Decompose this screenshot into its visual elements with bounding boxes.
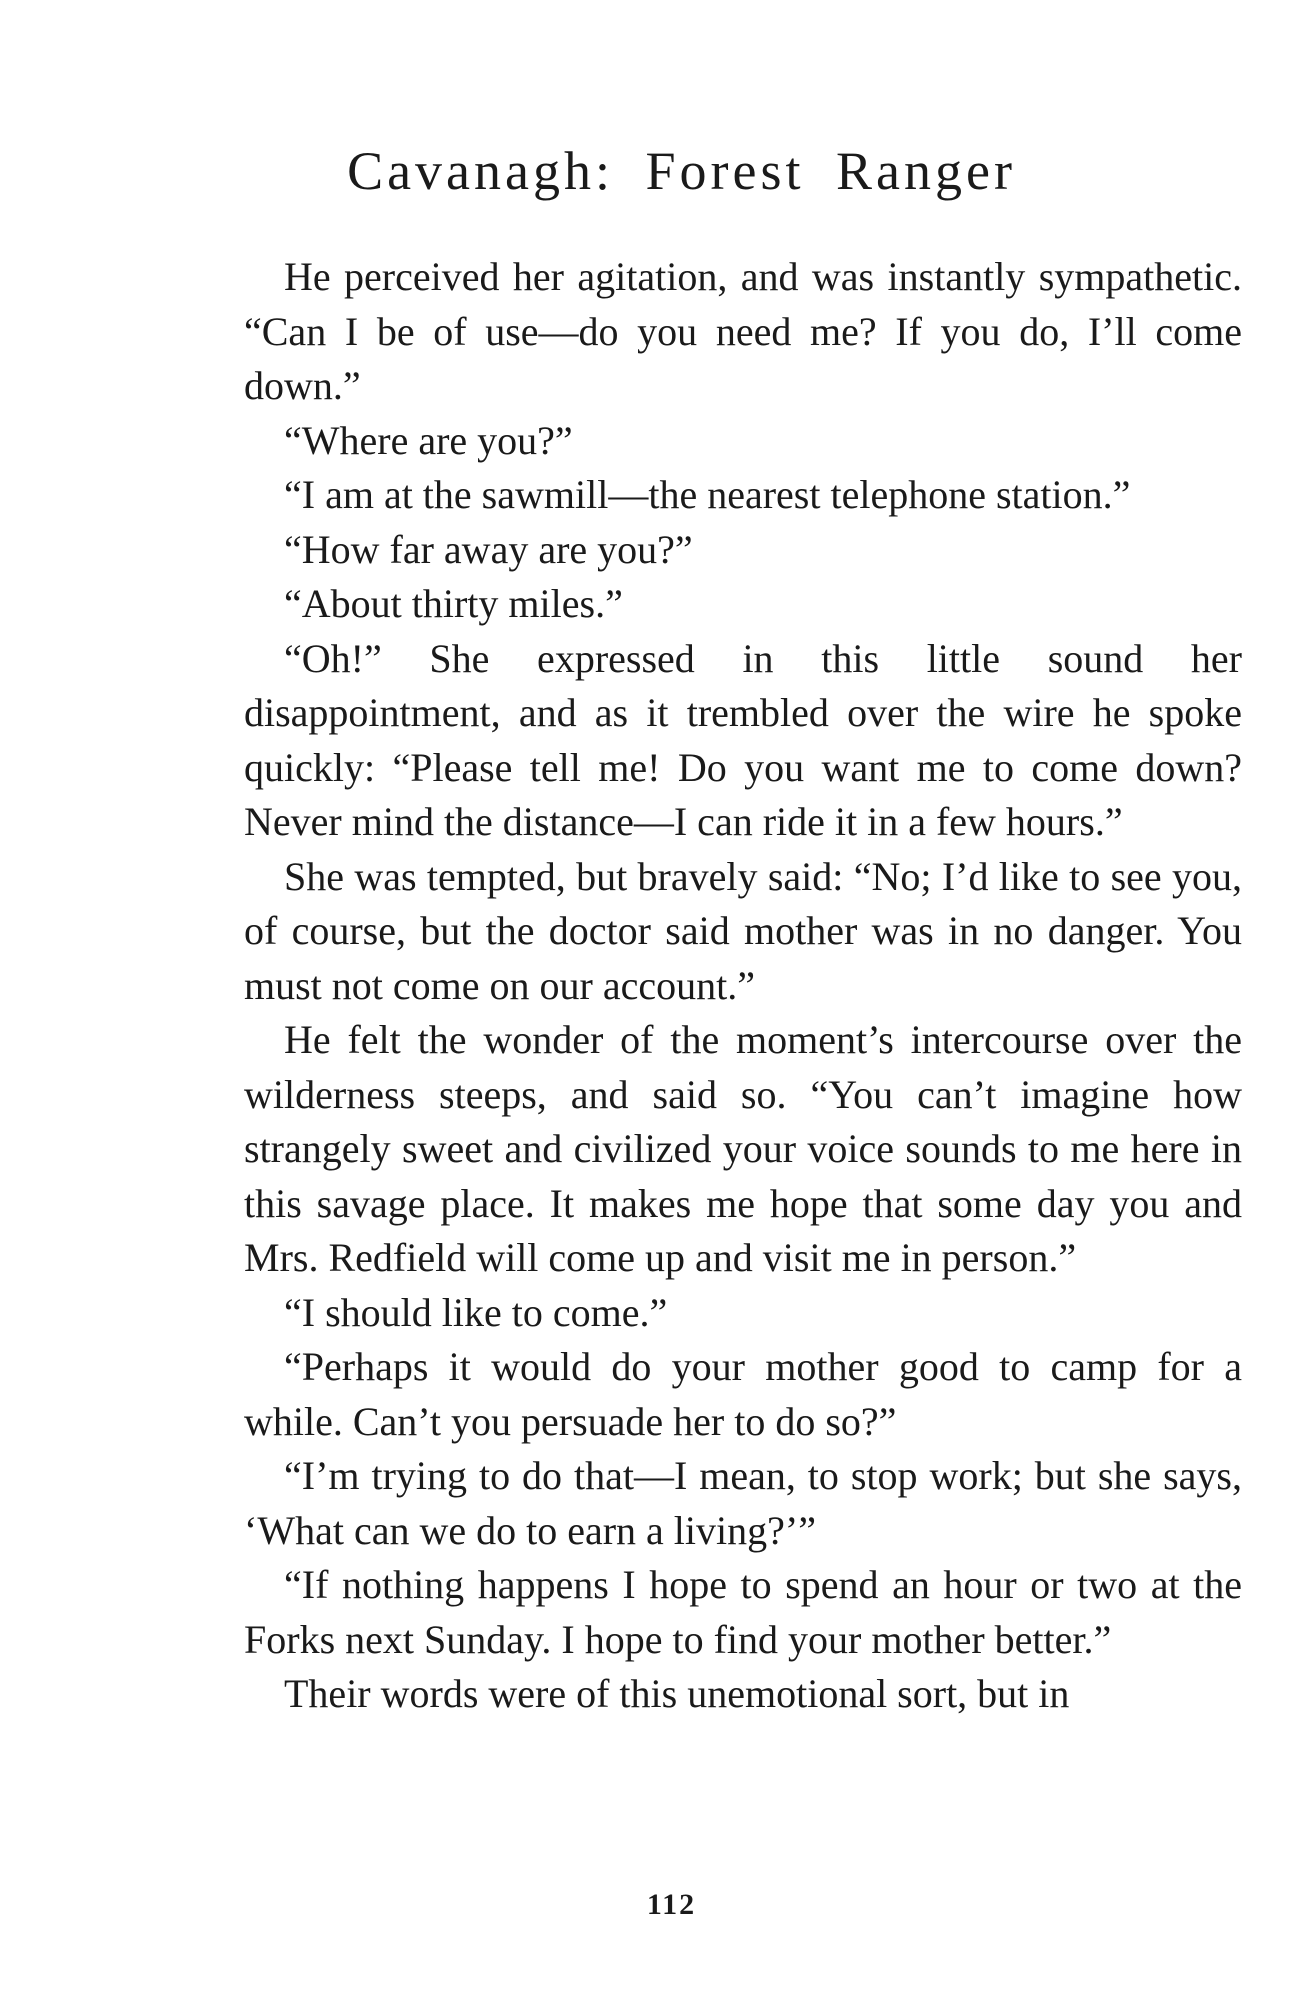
paragraph: “Perhaps it would do your mother good to camp for a while. Can’t you persuade her to do so?” [244,1344,1242,1444]
paragraph: “I am at the sawmill—the nearest telephone station.” [284,472,1131,517]
body-text [244,250,1242,1722]
paragraph: He felt the wonder of the moment’s intercourse over the wilderness steeps, and said so. “You can’t imagine how strangely sweet and civilized your voice sounds to me here in this savage place. It makes me hope that some day you and Mrs. Redfield will come up and visit me in person.” [244,1017,1242,1280]
paragraph: “I should like to come.” [284,1289,668,1335]
paragraph: “About thirty miles.” [284,581,623,626]
paragraph: “Oh!” She expressed in this little sound her disappointment, and as it trembled over the wire he spoke quickly: “Please tell me! Do you want me to come down? Never mind the distance—I can ride it in a few hours.” [244,635,1242,844]
running-head: Cavanagh: Forest Ranger [347,141,1016,201]
paragraph: Their words were of this unemotional sort, but in [284,1671,1070,1716]
paragraph: She was tempted, but bravely said: “No; I’d like to see you, of course, but the doctor said mother was in no danger. You must not come on our account.” [244,853,1242,1008]
paragraph: “If nothing happens I hope to spend an hour or two at the Forks next Sunday. I hope to find your mother better.” [244,1562,1242,1662]
paragraph: “Where are you?” [284,417,573,463]
page-number: 112 [646,1888,697,1921]
paragraph: “How far away are you?” [284,526,693,572]
paragraph: He perceived her agitation, and was instantly sympathetic. “Can I be of use—do you need me? If you do, I’ll come down.” [244,254,1242,408]
paragraph: “I’m trying to do that—I mean, to stop work; but she says, ‘What can we do to earn a living?’” [244,1453,1242,1553]
